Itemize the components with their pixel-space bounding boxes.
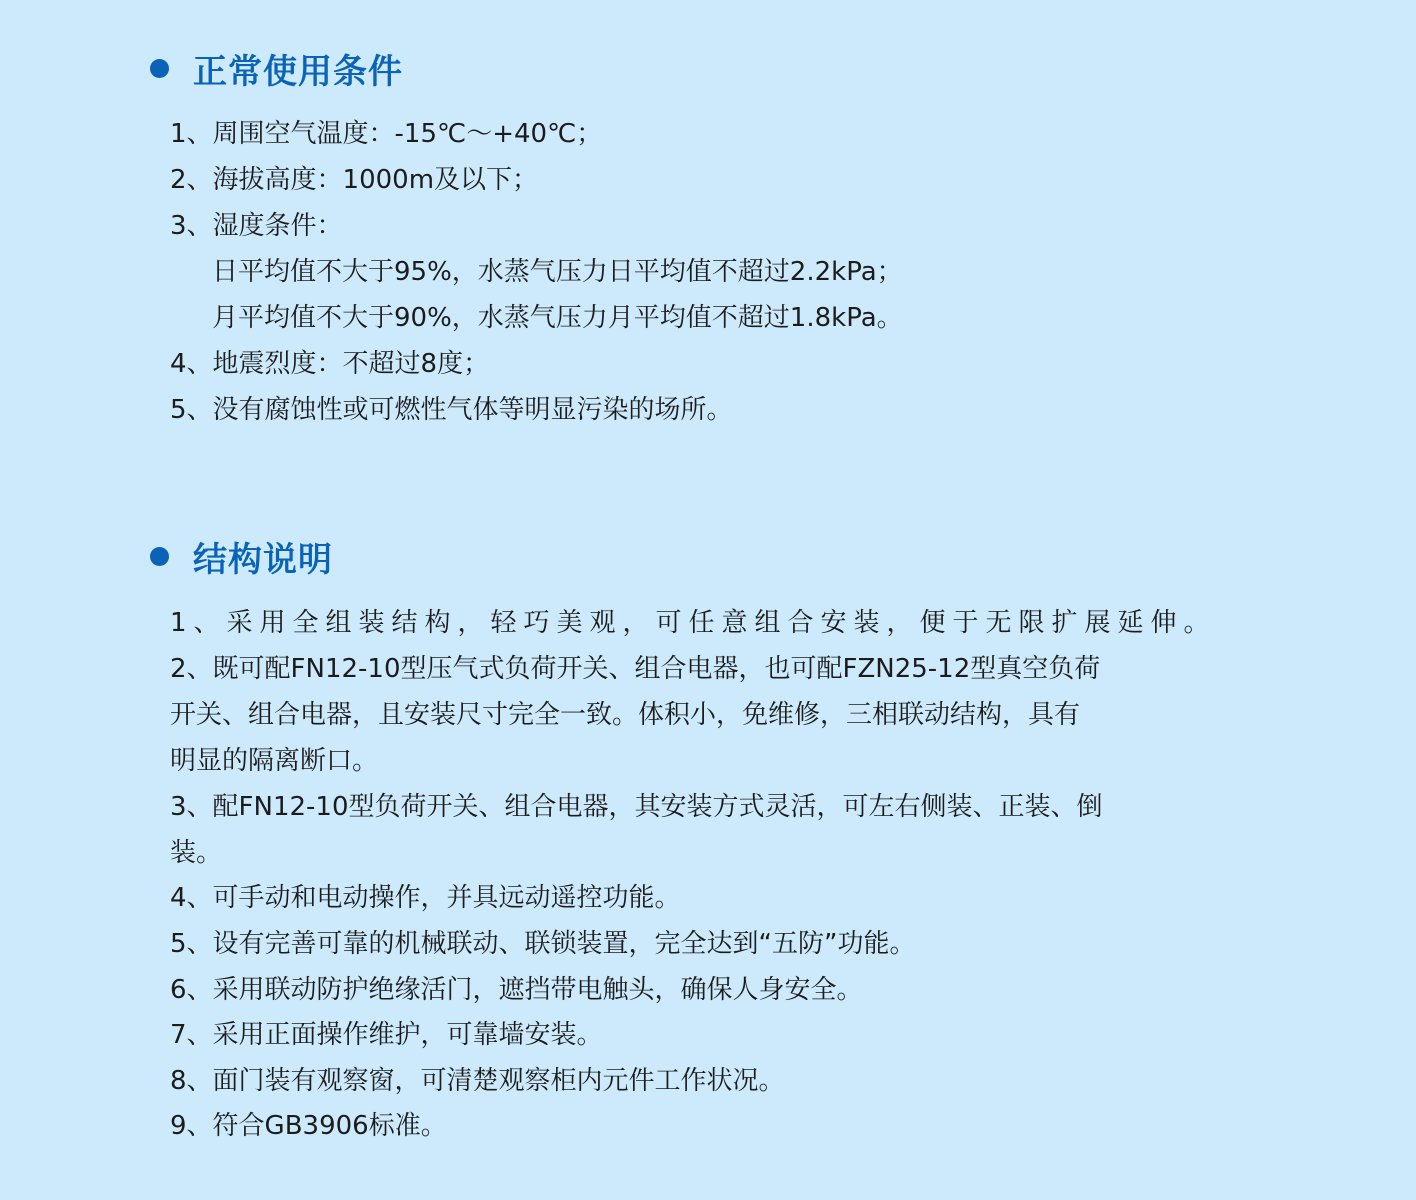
list-item: 1、采用全组装结构，轻巧美观，可任意组合安装，便于无限扩展延伸。: [170, 608, 1217, 638]
list-item: 9、符合GB3906标准。: [170, 1111, 447, 1141]
list-item: 3、配FN12-10型负荷开关、组合电器，其安装方式灵活，可左右侧装、正装、倒: [170, 792, 1103, 822]
list-item: 8、面门装有观察窗，可清楚观察柜内元件工作状况。: [170, 1066, 785, 1096]
section-heading-conditions: [150, 46, 403, 90]
bullet-dot-icon: [150, 547, 169, 566]
section-title: 结构说明: [193, 539, 333, 580]
list-item: 1、周围空气温度：-15℃～+40℃；: [170, 119, 603, 149]
list-item: 4、可手动和电动操作，并具远动遥控功能。: [170, 883, 681, 913]
list-item-continuation: 明显的隔离断口。: [170, 746, 379, 776]
list-item: 5、设有完善可靠的机械联动、联锁装置，完全达到“五防”功能。: [170, 929, 916, 959]
section-heading-structure: [150, 534, 333, 578]
list-item-continuation: 开关、组合电器，且安装尺寸完全一致。体积小，免维修，三相联动结构，具有: [170, 700, 1081, 730]
list-subitem: 月平均值不大于90%，水蒸气压力月平均值不超过1.8kPa。: [212, 303, 903, 333]
list-item: 2、既可配FN12-10型压气式负荷开关、组合电器，也可配FZN25-12型真空负荷: [170, 654, 1101, 684]
list-subitem: 日平均值不大于95%，水蒸气压力日平均值不超过2.2kPa；: [212, 257, 903, 287]
section-title: 正常使用条件: [193, 51, 403, 92]
list-item: 2、海拔高度：1000m及以下；: [170, 165, 539, 195]
list-item: 7、采用正面操作维护，可靠墙安装。: [170, 1020, 603, 1050]
list-item-continuation: 装。: [170, 838, 223, 868]
list-item: 5、没有腐蚀性或可燃性气体等明显污染的场所。: [170, 395, 733, 425]
list-item: 3、湿度条件：: [170, 211, 343, 241]
list-item: 6、采用联动防护绝缘活门，遮挡带电触头，确保人身安全。: [170, 975, 863, 1005]
list-item: 4、地震烈度：不超过8度；: [170, 349, 490, 379]
bullet-dot-icon: [150, 59, 169, 78]
